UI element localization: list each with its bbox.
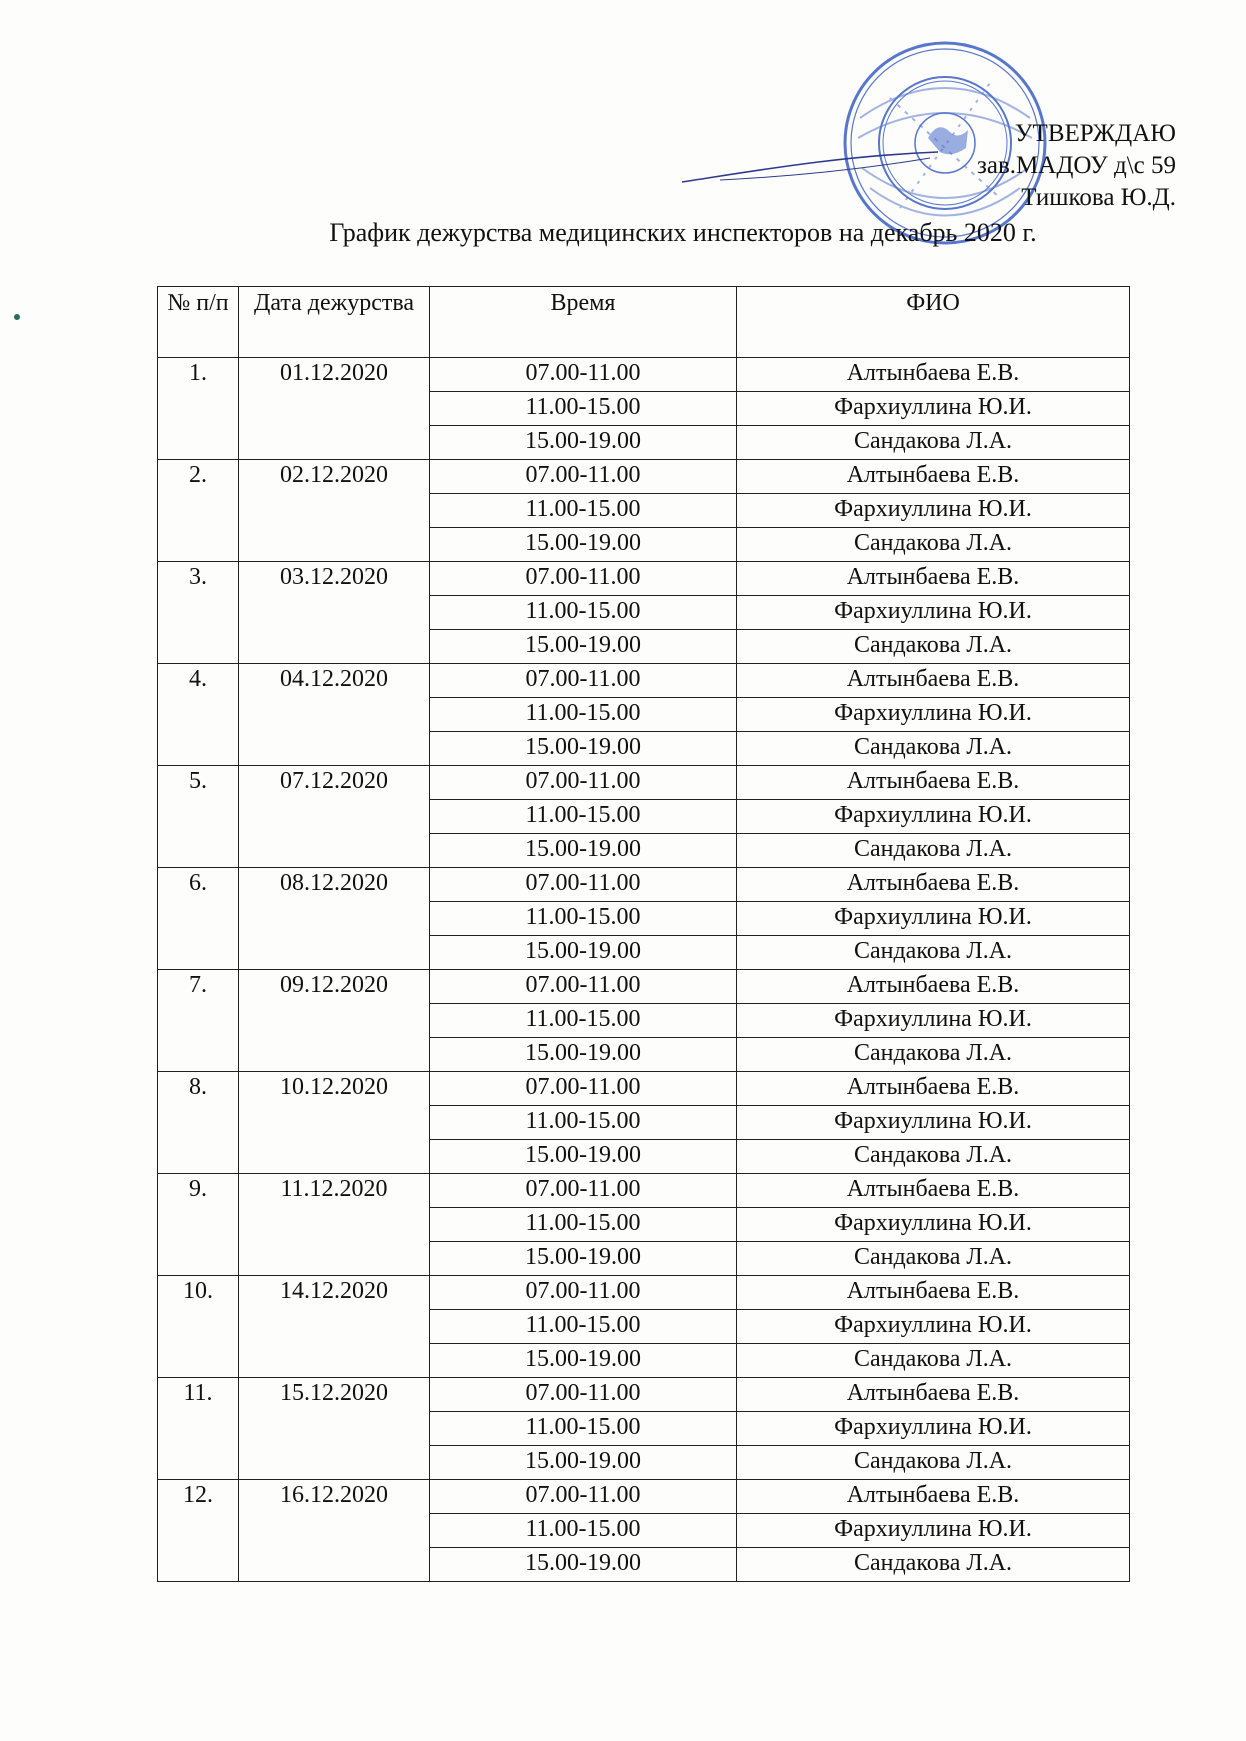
table-row xyxy=(158,562,1130,596)
approver-position: зав.МАДОУ д\с 59 xyxy=(977,152,1176,179)
shift-time-cell: 07.00-11.00 xyxy=(430,766,737,800)
inspector-name-cell: Фархиуллина Ю.И. xyxy=(737,392,1130,426)
scan-speck xyxy=(14,314,20,320)
shift-time-cell: 11.00-15.00 xyxy=(430,1004,737,1038)
shift-time-cell: 07.00-11.00 xyxy=(430,868,737,902)
inspector-name-cell: Алтынбаева Е.В. xyxy=(737,664,1130,698)
day-number-cell: 3. xyxy=(158,562,239,664)
shift-time-cell: 07.00-11.00 xyxy=(430,1276,737,1310)
shift-time-cell: 07.00-11.00 xyxy=(430,1174,737,1208)
inspector-name-cell: Сандакова Л.А. xyxy=(737,1344,1130,1378)
inspector-name-cell: Фархиуллина Ю.И. xyxy=(737,596,1130,630)
shift-time-cell: 11.00-15.00 xyxy=(430,392,737,426)
inspector-name-cell: Алтынбаева Е.В. xyxy=(737,1276,1130,1310)
day-number-cell: 12. xyxy=(158,1480,239,1582)
inspector-name-cell: Сандакова Л.А. xyxy=(737,1242,1130,1276)
inspector-name-cell: Алтынбаева Е.В. xyxy=(737,1174,1130,1208)
shift-time-cell: 07.00-11.00 xyxy=(430,1072,737,1106)
shift-time-cell: 11.00-15.00 xyxy=(430,1514,737,1548)
day-number-cell: 10. xyxy=(158,1276,239,1378)
duty-date-cell: 10.12.2020 xyxy=(239,1072,430,1174)
inspector-name-cell: Фархиуллина Ю.И. xyxy=(737,698,1130,732)
inspector-name-cell: Сандакова Л.А. xyxy=(737,834,1130,868)
shift-time-cell: 15.00-19.00 xyxy=(430,630,737,664)
inspector-name-cell: Сандакова Л.А. xyxy=(737,732,1130,766)
day-number-cell: 11. xyxy=(158,1378,239,1480)
duty-date-cell: 14.12.2020 xyxy=(239,1276,430,1378)
shift-time-cell: 11.00-15.00 xyxy=(430,800,737,834)
day-number-cell: 8. xyxy=(158,1072,239,1174)
duty-date-cell: 07.12.2020 xyxy=(239,766,430,868)
shift-time-cell: 15.00-19.00 xyxy=(430,1344,737,1378)
duty-date-cell: 08.12.2020 xyxy=(239,868,430,970)
shift-time-cell: 15.00-19.00 xyxy=(430,1548,737,1582)
inspector-name-cell: Фархиуллина Ю.И. xyxy=(737,1310,1130,1344)
duty-date-cell: 03.12.2020 xyxy=(239,562,430,664)
document-title-text: График дежурства медицинских инспекторов на декабрь 2020 г. xyxy=(329,218,1037,247)
shift-time-cell: 11.00-15.00 xyxy=(430,494,737,528)
header-date: Дата дежурства xyxy=(239,287,430,358)
day-number-cell: 7. xyxy=(158,970,239,1072)
table-row xyxy=(158,358,1130,392)
day-number-cell: 6. xyxy=(158,868,239,970)
day-number-cell: 1. xyxy=(158,358,239,460)
inspector-name-cell: Фархиуллина Ю.И. xyxy=(737,494,1130,528)
shift-time-cell: 11.00-15.00 xyxy=(430,698,737,732)
shift-time-cell: 15.00-19.00 xyxy=(430,1446,737,1480)
approver-name: Тишкова Ю.Д. xyxy=(1021,184,1176,211)
inspector-name-cell: Фархиуллина Ю.И. xyxy=(737,1208,1130,1242)
shift-time-cell: 15.00-19.00 xyxy=(430,732,737,766)
shift-time-cell: 07.00-11.00 xyxy=(430,664,737,698)
inspector-name-cell: Алтынбаева Е.В. xyxy=(737,970,1130,1004)
duty-schedule-table xyxy=(157,286,1130,1582)
duty-date-cell: 01.12.2020 xyxy=(239,358,430,460)
shift-time-cell: 15.00-19.00 xyxy=(430,1140,737,1174)
shift-time-cell: 11.00-15.00 xyxy=(430,596,737,630)
document-title xyxy=(0,218,1246,248)
shift-time-cell: 11.00-15.00 xyxy=(430,1310,737,1344)
shift-time-cell: 15.00-19.00 xyxy=(430,936,737,970)
day-number-cell: 2. xyxy=(158,460,239,562)
inspector-name-cell: Алтынбаева Е.В. xyxy=(737,562,1130,596)
inspector-name-cell: Сандакова Л.А. xyxy=(737,1038,1130,1072)
inspector-name-cell: Алтынбаева Е.В. xyxy=(737,460,1130,494)
inspector-name-cell: Алтынбаева Е.В. xyxy=(737,766,1130,800)
inspector-name-cell: Фархиуллина Ю.И. xyxy=(737,800,1130,834)
inspector-name-cell: Сандакова Л.А. xyxy=(737,1140,1130,1174)
inspector-name-cell: Сандакова Л.А. xyxy=(737,630,1130,664)
duty-date-cell: 15.12.2020 xyxy=(239,1378,430,1480)
inspector-name-cell: Алтынбаева Е.В. xyxy=(737,868,1130,902)
shift-time-cell: 11.00-15.00 xyxy=(430,902,737,936)
table-body xyxy=(158,358,1130,1582)
table-row xyxy=(158,970,1130,1004)
header-num: № п/п xyxy=(158,287,239,358)
shift-time-cell: 07.00-11.00 xyxy=(430,970,737,1004)
table-row xyxy=(158,1174,1130,1208)
duty-date-cell: 02.12.2020 xyxy=(239,460,430,562)
table-row xyxy=(158,1072,1130,1106)
inspector-name-cell: Алтынбаева Е.В. xyxy=(737,1378,1130,1412)
inspector-name-cell: Сандакова Л.А. xyxy=(737,1548,1130,1582)
table-row xyxy=(158,1480,1130,1514)
table-row xyxy=(158,460,1130,494)
inspector-name-cell: Алтынбаева Е.В. xyxy=(737,1480,1130,1514)
table-row xyxy=(158,766,1130,800)
header-time: Время xyxy=(430,287,737,358)
shift-time-cell: 11.00-15.00 xyxy=(430,1106,737,1140)
day-number-cell: 9. xyxy=(158,1174,239,1276)
table-header-row xyxy=(158,287,1130,358)
table-row xyxy=(158,664,1130,698)
table-row xyxy=(158,1276,1130,1310)
inspector-name-cell: Фархиуллина Ю.И. xyxy=(737,1514,1130,1548)
shift-time-cell: 11.00-15.00 xyxy=(430,1208,737,1242)
shift-time-cell: 15.00-19.00 xyxy=(430,1242,737,1276)
signature-stroke xyxy=(680,150,940,190)
shift-time-cell: 15.00-19.00 xyxy=(430,834,737,868)
approval-heading: УТВЕРЖДАЮ xyxy=(1014,120,1176,147)
day-number-cell: 4. xyxy=(158,664,239,766)
inspector-name-cell: Фархиуллина Ю.И. xyxy=(737,1106,1130,1140)
duty-date-cell: 09.12.2020 xyxy=(239,970,430,1072)
inspector-name-cell: Алтынбаева Е.В. xyxy=(737,358,1130,392)
inspector-name-cell: Фархиуллина Ю.И. xyxy=(737,1412,1130,1446)
duty-date-cell: 11.12.2020 xyxy=(239,1174,430,1276)
day-number-cell: 5. xyxy=(158,766,239,868)
shift-time-cell: 07.00-11.00 xyxy=(430,1378,737,1412)
inspector-name-cell: Алтынбаева Е.В. xyxy=(737,1072,1130,1106)
duty-date-cell: 16.12.2020 xyxy=(239,1480,430,1582)
shift-time-cell: 07.00-11.00 xyxy=(430,1480,737,1514)
shift-time-cell: 15.00-19.00 xyxy=(430,528,737,562)
shift-time-cell: 07.00-11.00 xyxy=(430,358,737,392)
inspector-name-cell: Сандакова Л.А. xyxy=(737,936,1130,970)
inspector-name-cell: Фархиуллина Ю.И. xyxy=(737,1004,1130,1038)
inspector-name-cell: Сандакова Л.А. xyxy=(737,528,1130,562)
inspector-name-cell: Сандакова Л.А. xyxy=(737,426,1130,460)
table-row xyxy=(158,1378,1130,1412)
table-row xyxy=(158,868,1130,902)
header-name: ФИО xyxy=(737,287,1130,358)
inspector-name-cell: Фархиуллина Ю.И. xyxy=(737,902,1130,936)
shift-time-cell: 07.00-11.00 xyxy=(430,460,737,494)
shift-time-cell: 15.00-19.00 xyxy=(430,1038,737,1072)
approval-block xyxy=(977,118,1176,214)
inspector-name-cell: Сандакова Л.А. xyxy=(737,1446,1130,1480)
shift-time-cell: 15.00-19.00 xyxy=(430,426,737,460)
shift-time-cell: 07.00-11.00 xyxy=(430,562,737,596)
shift-time-cell: 11.00-15.00 xyxy=(430,1412,737,1446)
duty-date-cell: 04.12.2020 xyxy=(239,664,430,766)
